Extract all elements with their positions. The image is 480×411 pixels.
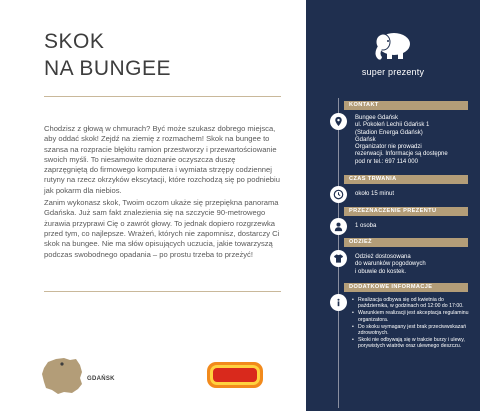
brand-name: super prezenty [361,67,425,77]
contact-line: ul. Pokoleń Lechii Gdańsk 1 [355,122,430,129]
list-item: • Skoki nie odbywają się w trakcie burzy i ulewy, porywistych wiatrów oraz ulewnego deszczu. [352,337,474,350]
elephant-logo-icon [370,30,416,64]
list-item: • Do skoku wymagany jest brak przeciwwskazań zdrowotnych. [352,324,474,337]
divider-top [44,96,281,97]
contact-line: Organizator nie prowadzi [355,144,422,151]
contact-line: rezerwacji. Informacje są dostępne [355,151,448,158]
title-line-2: NA BUNGEE [44,57,172,80]
contact-line: (Stadion Energa Gdańsk) [355,129,423,136]
extra-info-list [352,297,474,350]
section-header-duration: CZAS TRWANIA [344,175,468,184]
page-title [44,28,171,82]
contact-line: Gdańsk [355,136,376,143]
brand [306,30,480,77]
contact-details [355,115,473,166]
clock-icon [330,186,347,203]
clothing-line: Odzież dostosowana [355,254,411,260]
contact-line: Bungee Gdańsk [355,115,399,121]
map-city-label: GDAŃSK [87,376,115,382]
clothing-details [355,254,473,276]
person-icon [330,218,347,235]
section-header-clothing: ODZIEŻ [344,238,468,247]
location-pin-icon [330,113,347,130]
divider-bottom [44,291,281,292]
duration-value: około 15 minut [355,191,395,197]
recipients-value: 1 osoba [355,223,377,229]
description [44,124,280,262]
description-paragraph-2: Zanim wykonasz skok, Twoim oczom ukaże się przepiękna panorama Gdańska. Już sam fakt znalezienia się na szczycie 90-metrowego żurawia przyprawi Cię o zawrót głowy. To jednak dopiero rozgrzewka przed tym, co najlepsze. Wrażeń, których nie zapomnisz, dostarczy Ci skok na bungee. Nie ma słów opisujących uczucia, jakie towarzyszą podczas swobodnego opadania – po prostu trzeba to przeżyć! [44,198,280,259]
description-paragraph-1: Chodzisz z głową w chmurach? Być może szukasz dobrego miejsca, aby oddać skok! Zejdź na ziemię z rozmachem! Skok na bungee to szansa na rozpracie błękitu ramion przestworzy i przewartościowanie swoich myśli. To niesamowite doznanie oczyszcza duszę zaprzęgniętą do firmowego komputera i wymiata strzępy codziennej rutyny na rzecz okrzyków ekscytacji, które rozchodzą się po podniebiu jak pokarm dla niebios. [44,124,280,195]
section-header-recipients: PRZEZNACZENIE PREZENTU [344,207,468,216]
info-icon [330,294,347,311]
bungee-jumping-logo [206,360,264,390]
poland-map-icon [40,356,84,396]
section-header-contact: KONTAKT [344,101,468,110]
clothing-line: i obuwie do kostek. [355,268,407,275]
contact-line: pod nr tel.: 697 114 000 [355,158,418,165]
section-header-extra: DODATKOWE INFORMACJE [344,283,468,292]
list-item: • Warunkiem realizacji jest akceptacja regulaminu organizatora. [352,310,474,323]
tshirt-icon [330,250,347,267]
clothing-line: do warunków pogodowych [355,261,426,268]
list-item: • Realizacja odbywa się od kwietnia do października, w godzinach od 12:00 do 17:00. [352,297,474,310]
title-line-1: SKOK [44,30,105,53]
